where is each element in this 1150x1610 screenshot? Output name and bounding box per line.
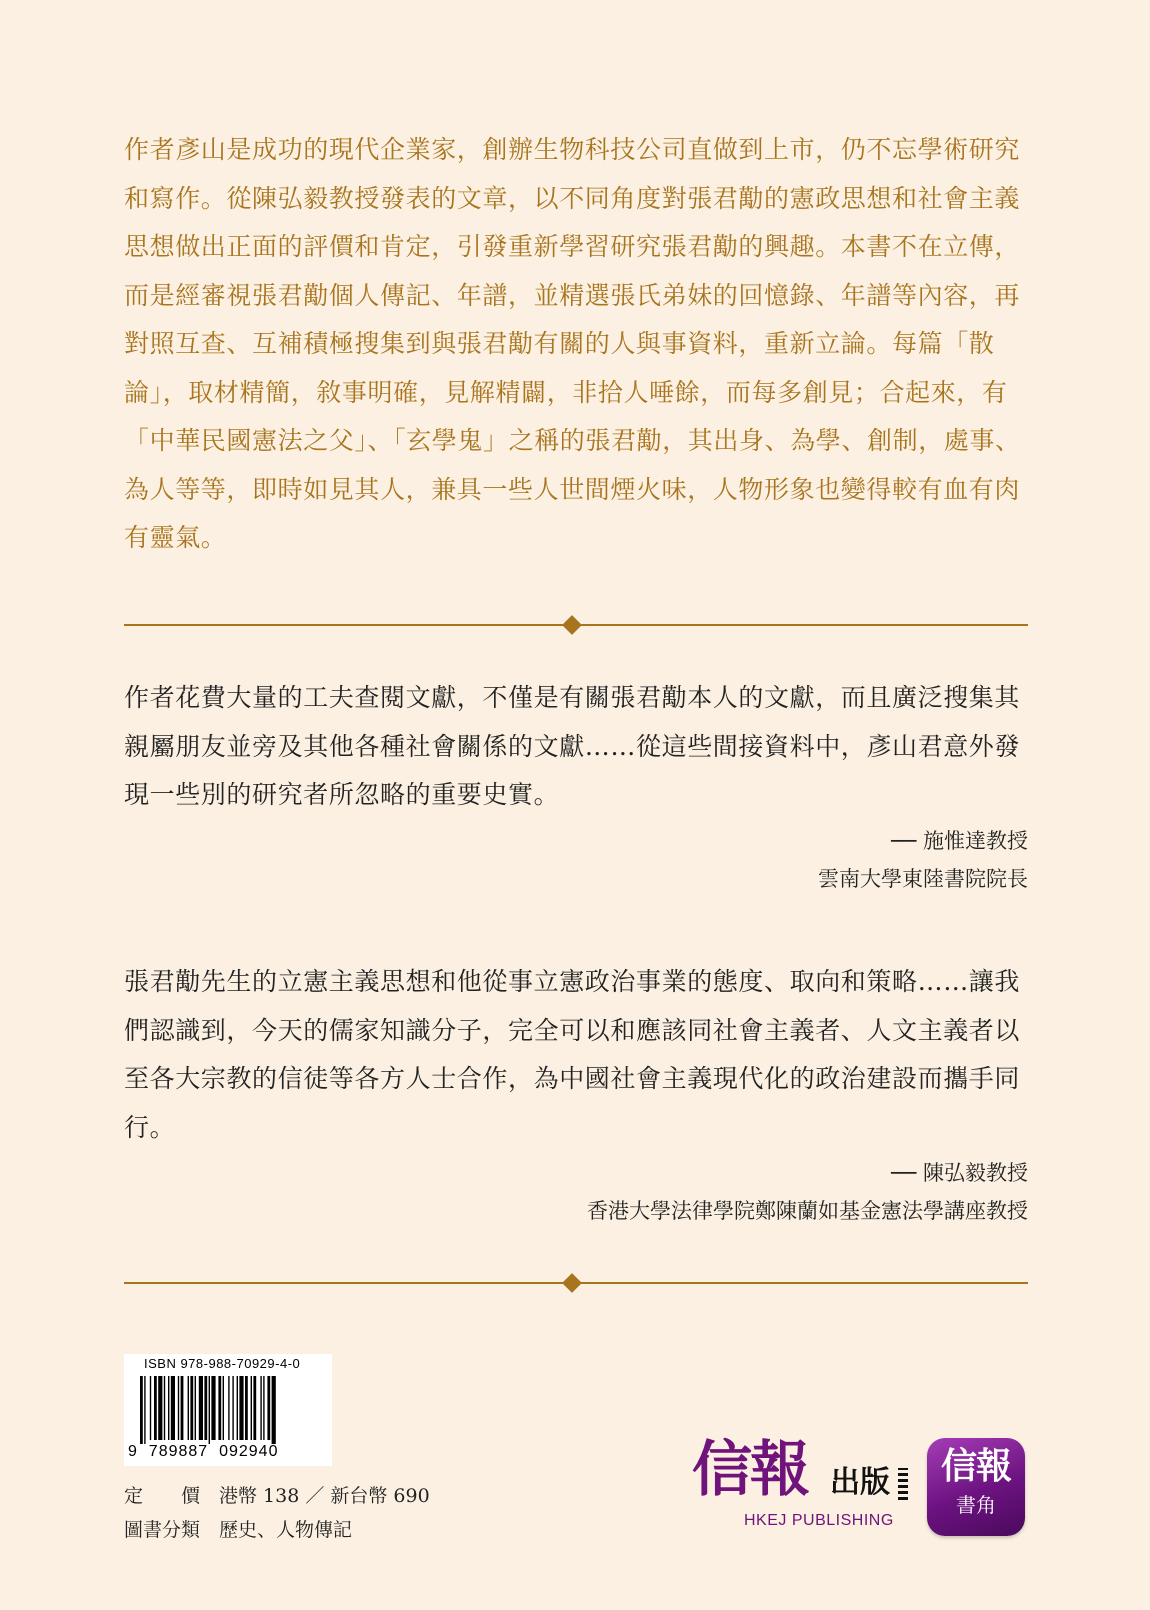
blurb-paragraph: 作者彥山是成功的現代企業家，創辦生物科技公司直做到上市，仍不忘學術研究和寫作。從陳弘毅教授發表的文章，以不同角度對張君勱的憲政思想和社會主義思想做出正面的評價和肯定，引發重新學習研究張君勱的興趣。本書不在立傳，而是經審視張君勱個人傳記、年譜，並精選張氏弟妹的回憶錄、年譜等內容，再對照互查、互補積極搜集到與張君勱有關的人與事資料，重新立論。每篇「散論」，取材精簡，敘事明確，見解精闢，非拾人唾餘，而每多創見；合起來，有「中華民國憲法之父」、「玄學鬼」之稱的張君勱，其出身、為學、創制，處事、為人等等，即時如見其人，兼具一些人世間煙火味，人物形象也變得較有血有肉有靈氣。 — [124, 135, 1021, 552]
publisher-logo — [692, 1435, 914, 1536]
quote-1-title: 雲南大學東陸書院院長 — [818, 867, 1028, 891]
price-line: 定 價 港幣 138 ／ 新台幣 690 — [124, 1485, 430, 1507]
publisher-sub: 出版 — [830, 1465, 890, 1500]
isbn-label: ISBN 978-988-70929-4-0 — [144, 1356, 301, 1371]
divider-bottom-diamond-icon — [562, 1273, 582, 1293]
publisher-english: HKEJ PUBLISHING — [744, 1512, 894, 1529]
quote-1-author: ── 施惟達教授 — [891, 829, 1028, 853]
divider-top-diamond-icon — [562, 615, 582, 635]
publisher-name: 信報 — [692, 1435, 808, 1505]
app-logo-icon — [927, 1438, 1025, 1536]
publisher-stripes-icon — [898, 1468, 908, 1500]
quote-2-author: ── 陳弘毅教授 — [891, 1161, 1028, 1185]
app-logo-name: 信報 — [940, 1445, 1011, 1487]
quote-1-attribution — [818, 822, 1028, 898]
quote-1-text: 作者花費大量的工夫查閱文獻，不僅是有關張君勱本人的文獻，而且廣泛搜集其親屬朋友並旁及其他各種社會關係的文獻……從這些間接資料中，彥山君意外發現一些別的研究者所忽略的重要史實。 — [124, 683, 1021, 809]
quote-2-attribution — [587, 1154, 1028, 1230]
quote-2-title: 香港大學法律學院鄭陳蘭如基金憲法學講座教授 — [587, 1199, 1028, 1223]
isbn-barcode — [124, 1354, 332, 1466]
app-logo-sub: 書角 — [956, 1493, 996, 1517]
barcode-digits: 9 789887 092940 — [128, 1443, 279, 1460]
category-line: 圖書分類 歷史、人物傳記 — [124, 1519, 353, 1541]
quote-2-text: 張君勱先生的立憲主義思想和他從事立憲政治事業的態度、取向和策略……讓我們認識到，今天的儒家知識分子，完全可以和應該同社會主義者、人文主義者以至各大宗教的信徒等各方人士合作，為中國社會主義現代化的政治建設而攜手同行。 — [124, 967, 1021, 1142]
